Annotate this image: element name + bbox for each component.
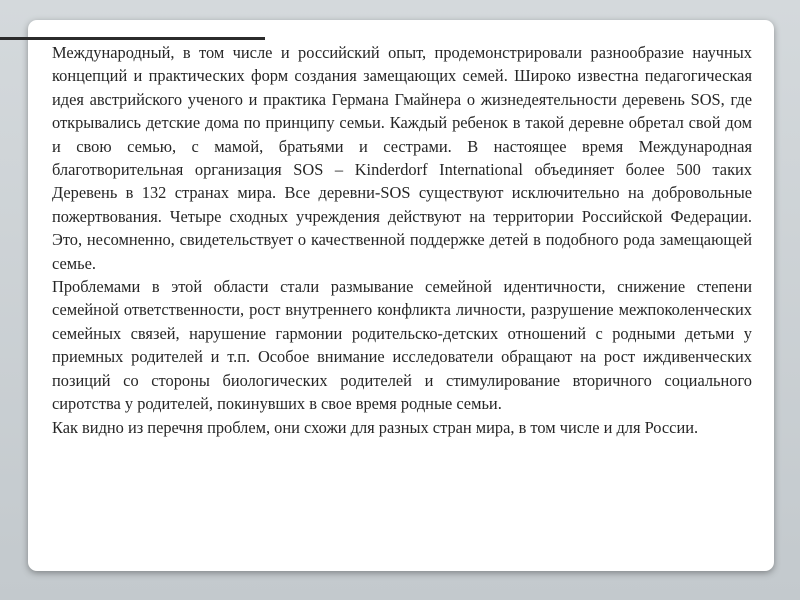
title-rule xyxy=(0,37,265,40)
paragraph-2: Проблемами в этой области стали размывание семейной идентичности, снижение степени семейной ответственности, рост внутреннего конфликта личности, разрушение межпоколенческих семейных связей, нарушение гармонии родительско-детских отношений с родными детьми у приемных родителей и т.п. Особое внимание исследователи обращают на рост иждивенческих позиций со стороны биологических родителей и стимулирование вторичного социального сиротства у родителей, покинувших в свое время родные семьи. xyxy=(52,277,752,414)
document-body xyxy=(52,41,752,439)
paragraph-1: Международный, в том числе и российский опыт, продемонстрировали разнообразие научных концепций и практических форм создания замещающих семей. Широко известна педагогическая идея австрийского ученого и практика Германа Гмайнера о жизнедеятельности деревень SOS, где открывались детские дома по принципу семьи. Каждый ребенок в такой деревне обретал свой дом и свою семью, с мамой, братьями и сестрами. В настоящее время Международная благотворительная организация SOS – Kinderdorf International объединяет более 500 таких Деревень в 132 странах мира. Все деревни-SOS существуют исключительно на добровольные пожертвования. Четыре сходных учреждения действуют на территории Российской Федерации. Это, несомненно, свидетельствует о качественной поддержке детей в подобного рода замещающей семье. xyxy=(52,43,752,273)
paragraph-3: Как видно из перечня проблем, они схожи для разных стран мира, в том числе и для России. xyxy=(52,417,699,437)
